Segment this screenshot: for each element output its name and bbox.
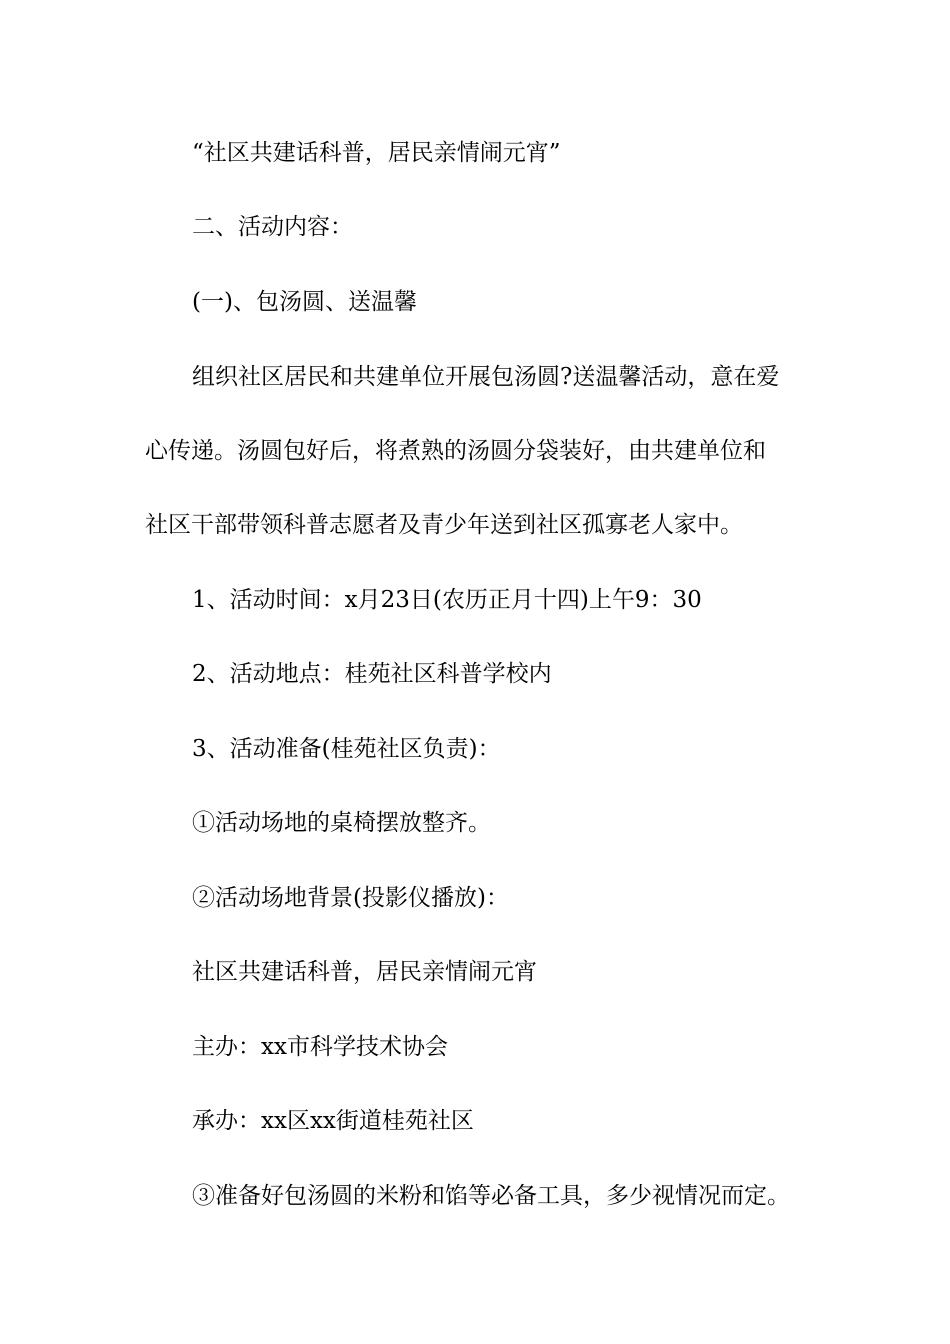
paragraph-line-3: 社区干部带领科普志愿者及青少年送到社区孤寡老人家中。 xyxy=(145,512,743,538)
subsection-heading-tangyuan: (一)、包汤圆、送温馨 xyxy=(192,289,417,315)
paragraph-line-2: 心传递。汤圆包好后，将煮熟的汤圆分袋装好，由共建单位和 xyxy=(145,438,766,464)
prep-item-tables-chairs: ①活动场地的桌椅摆放整齐。 xyxy=(192,810,491,836)
background-slogan: 社区共建话科普，居民亲情闹元宵 xyxy=(192,959,537,985)
item-activity-time: 1、活动时间：x月23日(农历正月十四)上午9：30 xyxy=(192,587,702,613)
prep-item-materials: ③准备好包汤圆的米粉和馅等必备工具，多少视情况而定。 xyxy=(192,1183,790,1209)
slogan-title: “社区共建话科普，居民亲情闹元宵” xyxy=(192,140,561,166)
section-heading-activity-content: 二、活动内容： xyxy=(192,214,353,240)
item-activity-preparation: 3、活动准备(桂苑社区负责)： xyxy=(192,736,501,762)
paragraph-line-1: 组织社区居民和共建单位开展包汤圆?送温馨活动，意在爱 xyxy=(192,364,780,390)
organizer-line: 主办：xx市科学技术协会 xyxy=(192,1034,448,1060)
prep-item-background: ②活动场地背景(投影仪播放)： xyxy=(192,885,509,911)
co-organizer-line: 承办：xx区xx街道桂苑社区 xyxy=(192,1108,474,1134)
item-activity-location: 2、活动地点：桂苑社区科普学校内 xyxy=(192,661,552,687)
